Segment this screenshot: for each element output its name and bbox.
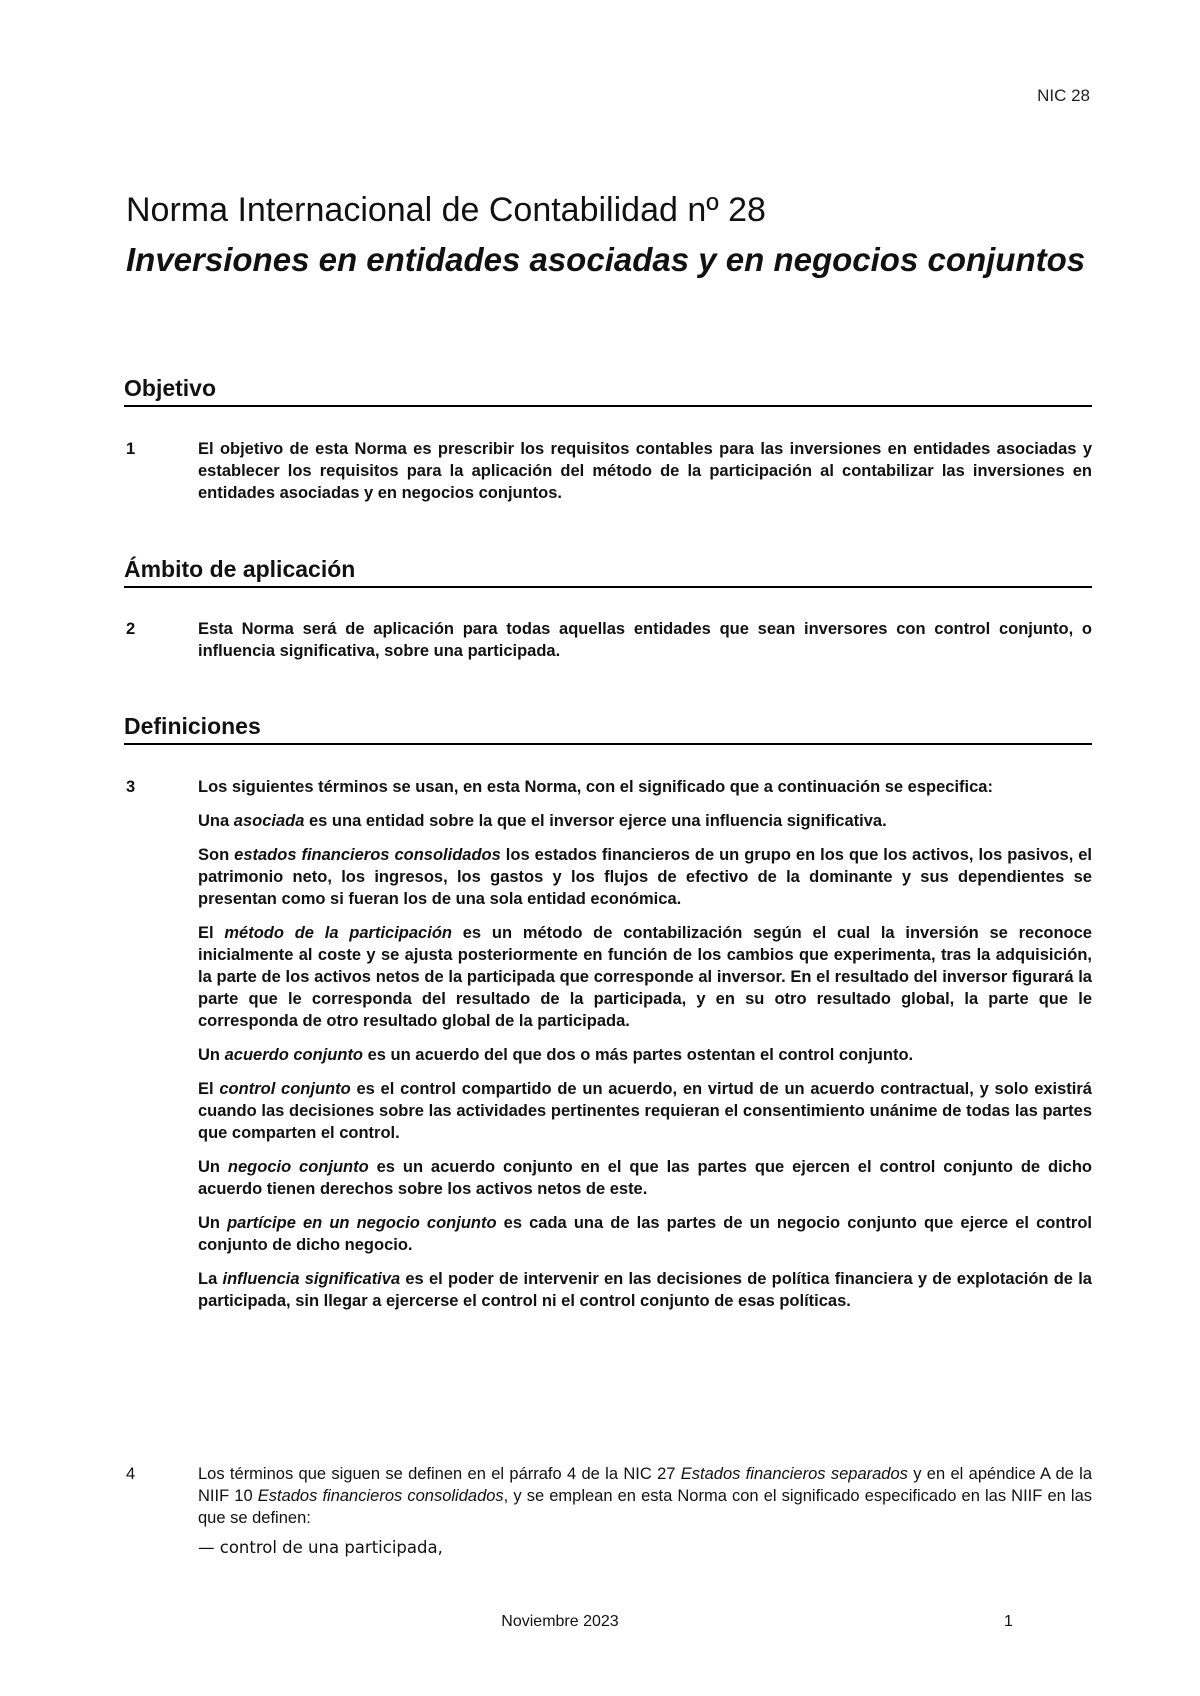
defined-term: negocio conjunto (227, 1158, 369, 1176)
definition-item: El control conjunto es el control compartido de un acuerdo, en virtud de un acuerdo contractual, y solo existirá cuando las decisiones sobre las actividades pertinentes requieran el consentimiento unánime de todas las partes que comparten el control. (198, 1080, 1092, 1142)
paragraph-text: Esta Norma será de aplicación para todas aquellas entidades que sean inversores con control conjunto, o influencia significativa, sobre una participada. (198, 620, 1092, 660)
definition-item: El método de la participación es un método de contabilización según el cual la inversión se reconoce inicialmente al coste y se ajusta posteriormente en función de los cambios que experimenta, tras la adquisición, la parte de los activos netos de la participada que corresponde al inversor. En el resultado del inversor figurará la parte que le corresponda del resultado de la participada, y en su otro resultado global, la parte que le corresponda de otro resultado global de la participada. (198, 924, 1092, 1030)
header-standard-code: NIC 28 (1037, 86, 1090, 105)
paragraph-intro: Los siguientes términos se usan, en esta Norma, con el significado que a continuación se especifica: (198, 778, 993, 796)
definition-item: Son estados financieros consolidados los estados financieros de un grupo en los que los activos, los pasivos, el patrimonio neto, los ingresos, los gastos y los flujos de efectivo de la dominante y sus dependientes se presentan como si fueran los de una sola entidad económica. (198, 846, 1093, 908)
section-heading-definiciones: Definiciones (124, 713, 1092, 745)
definition-item: La influencia significativa es el poder de intervenir en las decisiones de política financiera y de explotación de la participada, sin llegar a ejercerse el control ni el control conjunto de esas políticas. (198, 1270, 1092, 1310)
paragraph-body (198, 776, 1092, 1324)
defined-term: acuerdo conjunto (224, 1046, 364, 1064)
page-number: 1 (1004, 1613, 1013, 1630)
section-heading-ambito: Ámbito de aplicación (124, 556, 1092, 588)
definition-item: Un negocio conjunto es un acuerdo conjunto en el que las partes que ejercen el control conjunto de dicho acuerdo tienen derechos sobre los activos netos de este. (198, 1158, 1092, 1198)
defined-term: control conjunto (219, 1080, 351, 1098)
paragraph-number: 2 (126, 620, 136, 638)
footer-date: Noviembre 2023 (501, 1613, 619, 1630)
page-subtitle: Inversiones en entidades asociadas y en negocios conjuntos (126, 241, 1086, 278)
paragraph-number: 3 (126, 778, 136, 796)
title-block (126, 188, 1086, 282)
page-title: Norma Internacional de Contabilidad nº 28 (126, 191, 766, 229)
definition-item: Un acuerdo conjunto es un acuerdo del que dos o más partes ostentan el control conjunto. (198, 1046, 914, 1064)
paragraph-text: Los términos que siguen se definen en el párrafo 4 de la NIC 27 Estados financieros separados y en el apéndice A de la NIIF 10 Estados financieros consolidados, y se emplean en esta Norma con el significado especificado en las NIIF en las que se definen: (198, 1465, 1092, 1527)
paragraph-3 (126, 776, 1092, 1324)
paragraph-1 (126, 438, 1092, 504)
defined-term: método de la participación (224, 924, 452, 942)
paragraph-4 (126, 1463, 1092, 1559)
definition-item: Un partícipe en un negocio conjunto es cada una de las partes de un negocio conjunto que ejerce el control conjunto de dicho negocio. (198, 1214, 1092, 1254)
paragraph-number: 4 (126, 1465, 136, 1483)
paragraph-2 (126, 618, 1092, 662)
defined-term: influencia significativa (222, 1270, 401, 1288)
list-item: — control de una participada, (198, 1538, 443, 1557)
paragraph-text: El objetivo de esta Norma es prescribir los requisitos contables para las inversiones en entidades asociadas y establecer los requisitos para la aplicación del método de la participación al contabilizar las inversiones en entidades asociadas y en negocios conjuntos. (198, 440, 1092, 502)
defined-term: partícipe en un negocio conjunto (227, 1214, 497, 1232)
defined-term: estados financieros consolidados (234, 846, 501, 864)
paragraph-number: 1 (126, 440, 136, 458)
paragraph-body (198, 1463, 1092, 1559)
section-heading-objetivo: Objetivo (124, 375, 1092, 407)
definition-item: Una asociada es una entidad sobre la que el inversor ejerce una influencia significativa. (198, 812, 887, 830)
defined-term: asociada (233, 812, 305, 830)
